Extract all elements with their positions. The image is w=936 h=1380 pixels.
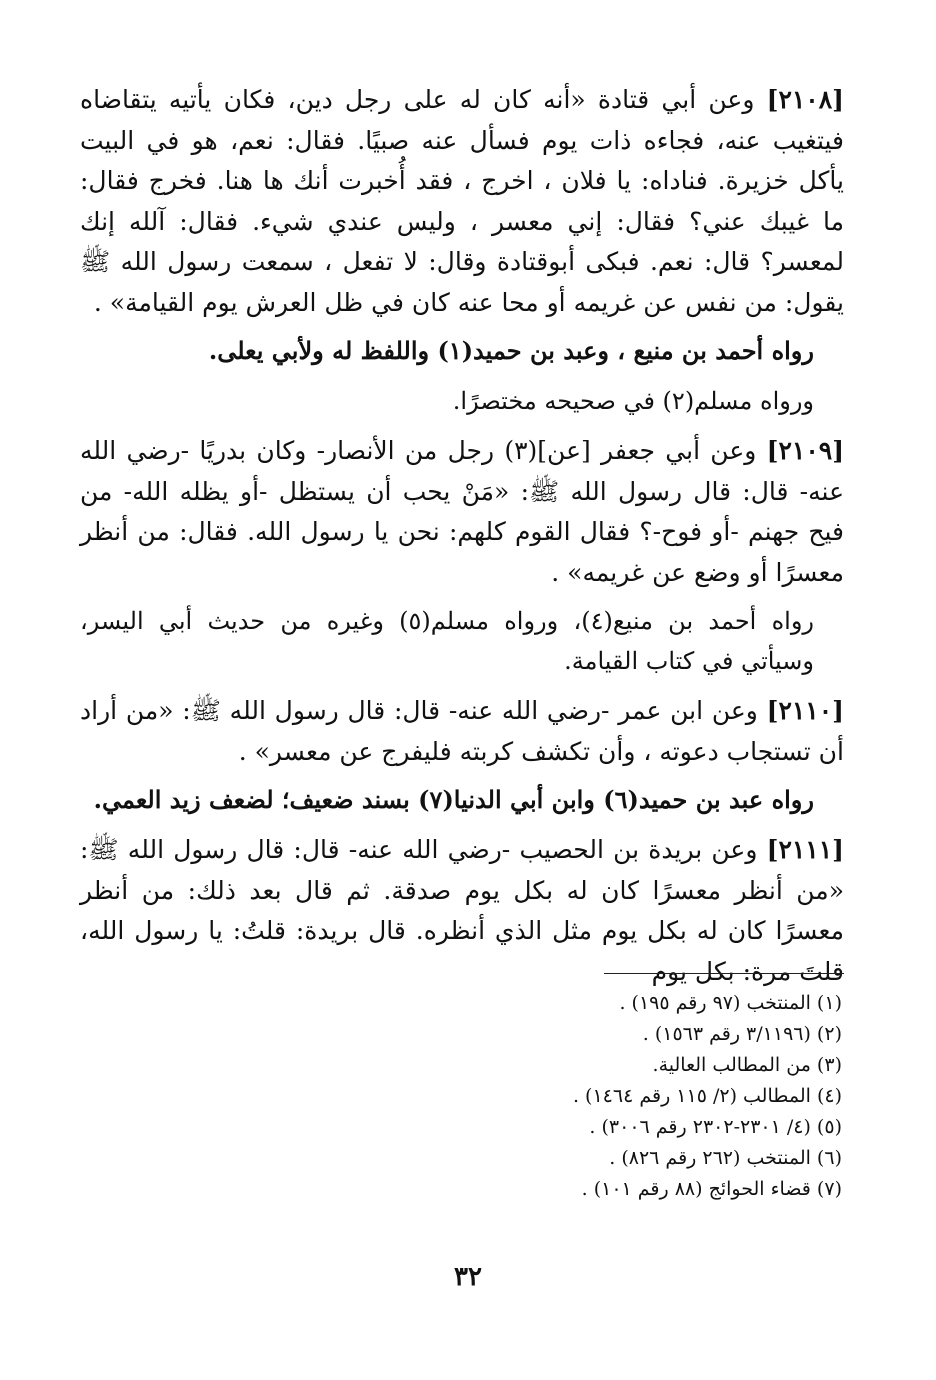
hadith-number: [٢١٠٨] (766, 85, 844, 114)
hadith-2108 (80, 80, 844, 323)
hadith-number: [٢١١١] (766, 835, 844, 864)
hadith-text: وعن أبي قتادة «أنه كان له على رجل دين، فكان يأتيه يتقاضاه فيتغيب عنه، فجاءه ذات يوم فسأل عنه صبيًا. فقال: نعم، هو في البيت يأكل خزيرة. فناداه: يا فلان ، اخرج ، فقد أُخبرت أنك ها هنا. فخرج فقال: ما غيبك عني؟ فقال: إني معسر ، وليس عندي شيء. فقال: آلله إنك لمعسر؟ قال: نعم. فبكى أبوقتادة وقال: لا تفعل ، سمعت رسول الله ﷺ يقول: من نفس عن غريمه أو محا عنه كان في ظل العرش يوم القيامة» . (80, 85, 844, 317)
hadith-text: وعن أبي جعفر [عن](٣) رجل من الأنصار- وكان بدريًا -رضي الله عنه- قال: قال رسول الله ﷺ: «مَنْ يحب أن يستظل -أو يظله الله- من فيح جهنم -أو فوح-؟ فقال القوم كلهم: نحن يا رسول الله. فقال: من أنظر معسرًا أو وضع عن غريمه» . (80, 436, 844, 587)
narration-line: رواه أحمد بن منيع ، وعبد بن حميد(١) واللفظ له ولأبي يعلى. (208, 336, 814, 365)
narration-line: رواه أحمد بن منيع(٤)، ورواه مسلم(٥) وغيره من حديث أبي اليسر، وسيأتي في كتاب القيامة. (80, 607, 815, 675)
footnote: (٤) المطالب (٢/ ١١٥ رقم ١٤٦٤) . (572, 1085, 842, 1107)
hadith-text: وعن ابن عمر -رضي الله عنه- قال: قال رسول الله ﷺ: «من أراد أن تستجاب دعوته ، وأن تكشف كربته فليفرج عن معسر» . (80, 696, 844, 766)
hadith-number: [٢١١٠] (766, 696, 844, 725)
footnote-divider (604, 973, 844, 974)
footnote: (٥) (٤/ ٢٣٠١-٢٣٠٢ رقم ٣٠٠٦) . (589, 1116, 842, 1138)
footnote: (٦) المنتخب (٢٦٢ رقم ٨٢٦) . (609, 1147, 842, 1169)
footnote: (٣) من المطالب العالية. (652, 1054, 842, 1076)
page-number: ٣٢ (454, 1262, 482, 1292)
footnote: (١) المنتخب (٩٧ رقم ١٩٥) . (619, 992, 842, 1014)
hadith-2110 (80, 691, 844, 772)
hadith-2111 (80, 830, 844, 992)
footnotes (573, 988, 842, 1205)
narration-line: رواه عبد بن حميد(٦) وابن أبي الدنيا(٧) بسند ضعيف؛ لضعف زيد العمي. (93, 785, 814, 814)
hadith-2109 (80, 431, 844, 593)
footnote: (٧) قضاء الحوائج (٨٨ رقم ١٠١) . (581, 1178, 842, 1200)
hadith-text: وعن بريدة بن الحصيب -رضي الله عنه- قال: قال رسول الله ﷺ: «من أنظر معسرًا كان له بكل يوم صدقة. ثم قال بعد ذلك: من أنظر معسرًا كان له بكل يوم مثل الذي أنظره. قال بريدة: قلتُ: يا رسول الله، قلتَ مرة: بكل يوم (80, 835, 844, 986)
hadith-number: [٢١٠٩] (766, 436, 845, 465)
main-text (80, 80, 844, 992)
narration-line: ورواه مسلم(٢) في صحيحه مختصرًا. (452, 387, 814, 415)
footnote: (٢) (٣/١١٩٦ رقم ١٥٦٣) . (642, 1023, 842, 1045)
